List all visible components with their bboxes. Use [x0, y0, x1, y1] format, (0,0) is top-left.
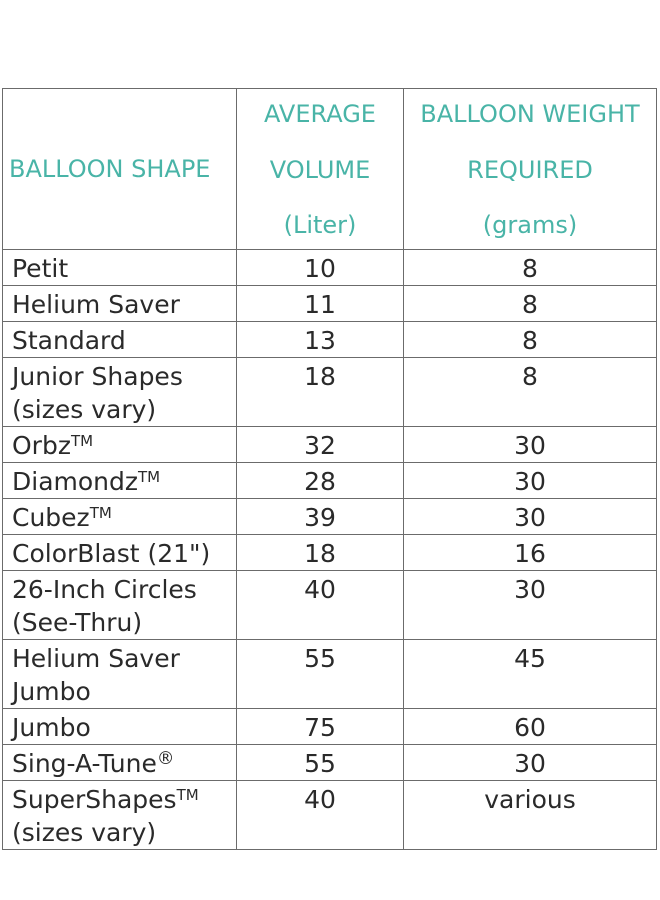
average-volume-cell: 75	[237, 709, 404, 745]
balloon-shape-text: SuperShapes	[12, 785, 177, 814]
trademark-mark: TM	[138, 467, 161, 486]
trademark-mark: TM	[70, 431, 94, 450]
balloon-shape-text: (See-Thru)	[12, 608, 143, 637]
average-volume-cell: 10	[237, 250, 404, 286]
average-volume-cell: 39	[237, 499, 404, 535]
balloon-shape-text: Orbz	[12, 431, 71, 460]
table-row	[3, 286, 657, 322]
balloon-shape-name	[12, 711, 236, 744]
table-row	[3, 709, 657, 745]
balloon-shape-cell	[3, 286, 237, 322]
trademark-mark: TM	[89, 503, 112, 522]
balloon-shape-name	[12, 606, 236, 639]
average-volume-cell: 40	[237, 571, 404, 640]
balloon-shape-name	[12, 360, 236, 393]
balloon-weight-cell: 45	[404, 640, 657, 709]
balloon-shape-cell	[3, 427, 237, 463]
balloon-weight-cell: 8	[404, 358, 657, 427]
balloon-weight-cell: 8	[404, 250, 657, 286]
balloon-shape-cell	[3, 745, 237, 781]
balloon-shape-cell	[3, 463, 237, 499]
table-body	[3, 89, 657, 850]
balloon-shape-name	[12, 429, 236, 462]
header-volume-line-3: (Liter)	[283, 211, 357, 239]
table-row	[3, 463, 657, 499]
balloon-weight-cell: 30	[404, 571, 657, 640]
table-row	[3, 745, 657, 781]
average-volume-cell: 11	[237, 286, 404, 322]
balloon-shape-name	[12, 747, 236, 780]
balloon-shape-name	[12, 288, 236, 321]
balloon-shape-cell	[3, 640, 237, 709]
balloon-shape-name	[12, 783, 236, 816]
balloon-shape-name	[12, 816, 236, 849]
header-balloon-weight	[404, 89, 657, 250]
balloon-table	[2, 88, 657, 850]
balloon-shape-name	[12, 465, 236, 498]
average-volume-cell: 18	[237, 535, 404, 571]
balloon-shape-cell	[3, 571, 237, 640]
balloon-weight-cell: 8	[404, 322, 657, 358]
average-volume-cell: 28	[237, 463, 404, 499]
balloon-shape-text: Standard	[12, 326, 126, 355]
balloon-shape-text: Sing-A-Tune	[12, 749, 157, 778]
balloon-shape-name	[12, 537, 236, 570]
registered-mark: ®	[156, 749, 175, 770]
balloon-weight-cell: 30	[404, 427, 657, 463]
balloon-shape-text: Junior Shapes	[12, 362, 183, 391]
balloon-shape-name	[12, 393, 236, 426]
balloon-weight-cell: 8	[404, 286, 657, 322]
balloon-shape-cell	[3, 499, 237, 535]
header-volume-line-2: VOLUME	[269, 155, 371, 184]
table-row	[3, 640, 657, 709]
header-volume-line-1: AVERAGE	[264, 100, 376, 128]
trademark-mark: TM	[176, 785, 199, 804]
average-volume-cell: 55	[237, 640, 404, 709]
table-row	[3, 535, 657, 571]
balloon-shape-cell	[3, 781, 237, 850]
average-volume-cell: 13	[237, 322, 404, 358]
balloon-shape-name	[12, 675, 236, 708]
balloon-shape-text: Cubez	[12, 503, 90, 532]
table-row	[3, 322, 657, 358]
balloon-weight-cell: various	[404, 781, 657, 850]
balloon-weight-cell: 16	[404, 535, 657, 571]
balloon-shape-text: (sizes vary)	[12, 395, 157, 424]
header-balloon-shape	[3, 89, 237, 250]
balloon-shape-cell	[3, 250, 237, 286]
header-weight-line-2: REQUIRED	[467, 155, 593, 184]
header-balloon-shape-label: BALLOON SHAPE	[9, 154, 211, 183]
balloon-shape-text: Diamondz	[12, 467, 139, 496]
table-row	[3, 427, 657, 463]
header-average-volume	[237, 89, 404, 250]
average-volume-cell: 55	[237, 745, 404, 781]
balloon-shape-text: Jumbo	[12, 677, 91, 706]
balloon-shape-name	[12, 252, 236, 285]
average-volume-cell: 40	[237, 781, 404, 850]
balloon-shape-name	[12, 501, 236, 534]
balloon-shape-cell	[3, 709, 237, 745]
balloon-shape-text: Petit	[12, 254, 69, 283]
balloon-shape-text: ColorBlast (21")	[12, 539, 211, 568]
table-row	[3, 358, 657, 427]
average-volume-cell: 18	[237, 358, 404, 427]
balloon-weight-cell: 30	[404, 499, 657, 535]
table-row	[3, 250, 657, 286]
table-row	[3, 781, 657, 850]
balloon-shape-cell	[3, 535, 237, 571]
header-weight-line-3: (grams)	[482, 211, 578, 239]
balloon-shape-name	[12, 642, 236, 675]
balloon-shape-name	[12, 573, 236, 606]
table-row	[3, 499, 657, 535]
balloon-shape-cell	[3, 322, 237, 358]
average-volume-cell: 32	[237, 427, 404, 463]
header-row	[3, 89, 657, 250]
balloon-weight-cell: 60	[404, 709, 657, 745]
balloon-shape-text: Helium Saver	[12, 644, 180, 673]
balloon-shape-text: Helium Saver	[12, 290, 180, 319]
balloon-weight-cell: 30	[404, 463, 657, 499]
balloon-shape-text: 26-Inch Circles	[12, 575, 197, 604]
balloon-shape-cell	[3, 358, 237, 427]
header-weight-line-1: BALLOON WEIGHT	[420, 100, 640, 128]
table-row	[3, 571, 657, 640]
balloon-weight-cell: 30	[404, 745, 657, 781]
balloon-shape-text: Jumbo	[12, 713, 91, 742]
balloon-shape-text: (sizes vary)	[12, 818, 157, 847]
balloon-shape-name	[12, 324, 236, 357]
